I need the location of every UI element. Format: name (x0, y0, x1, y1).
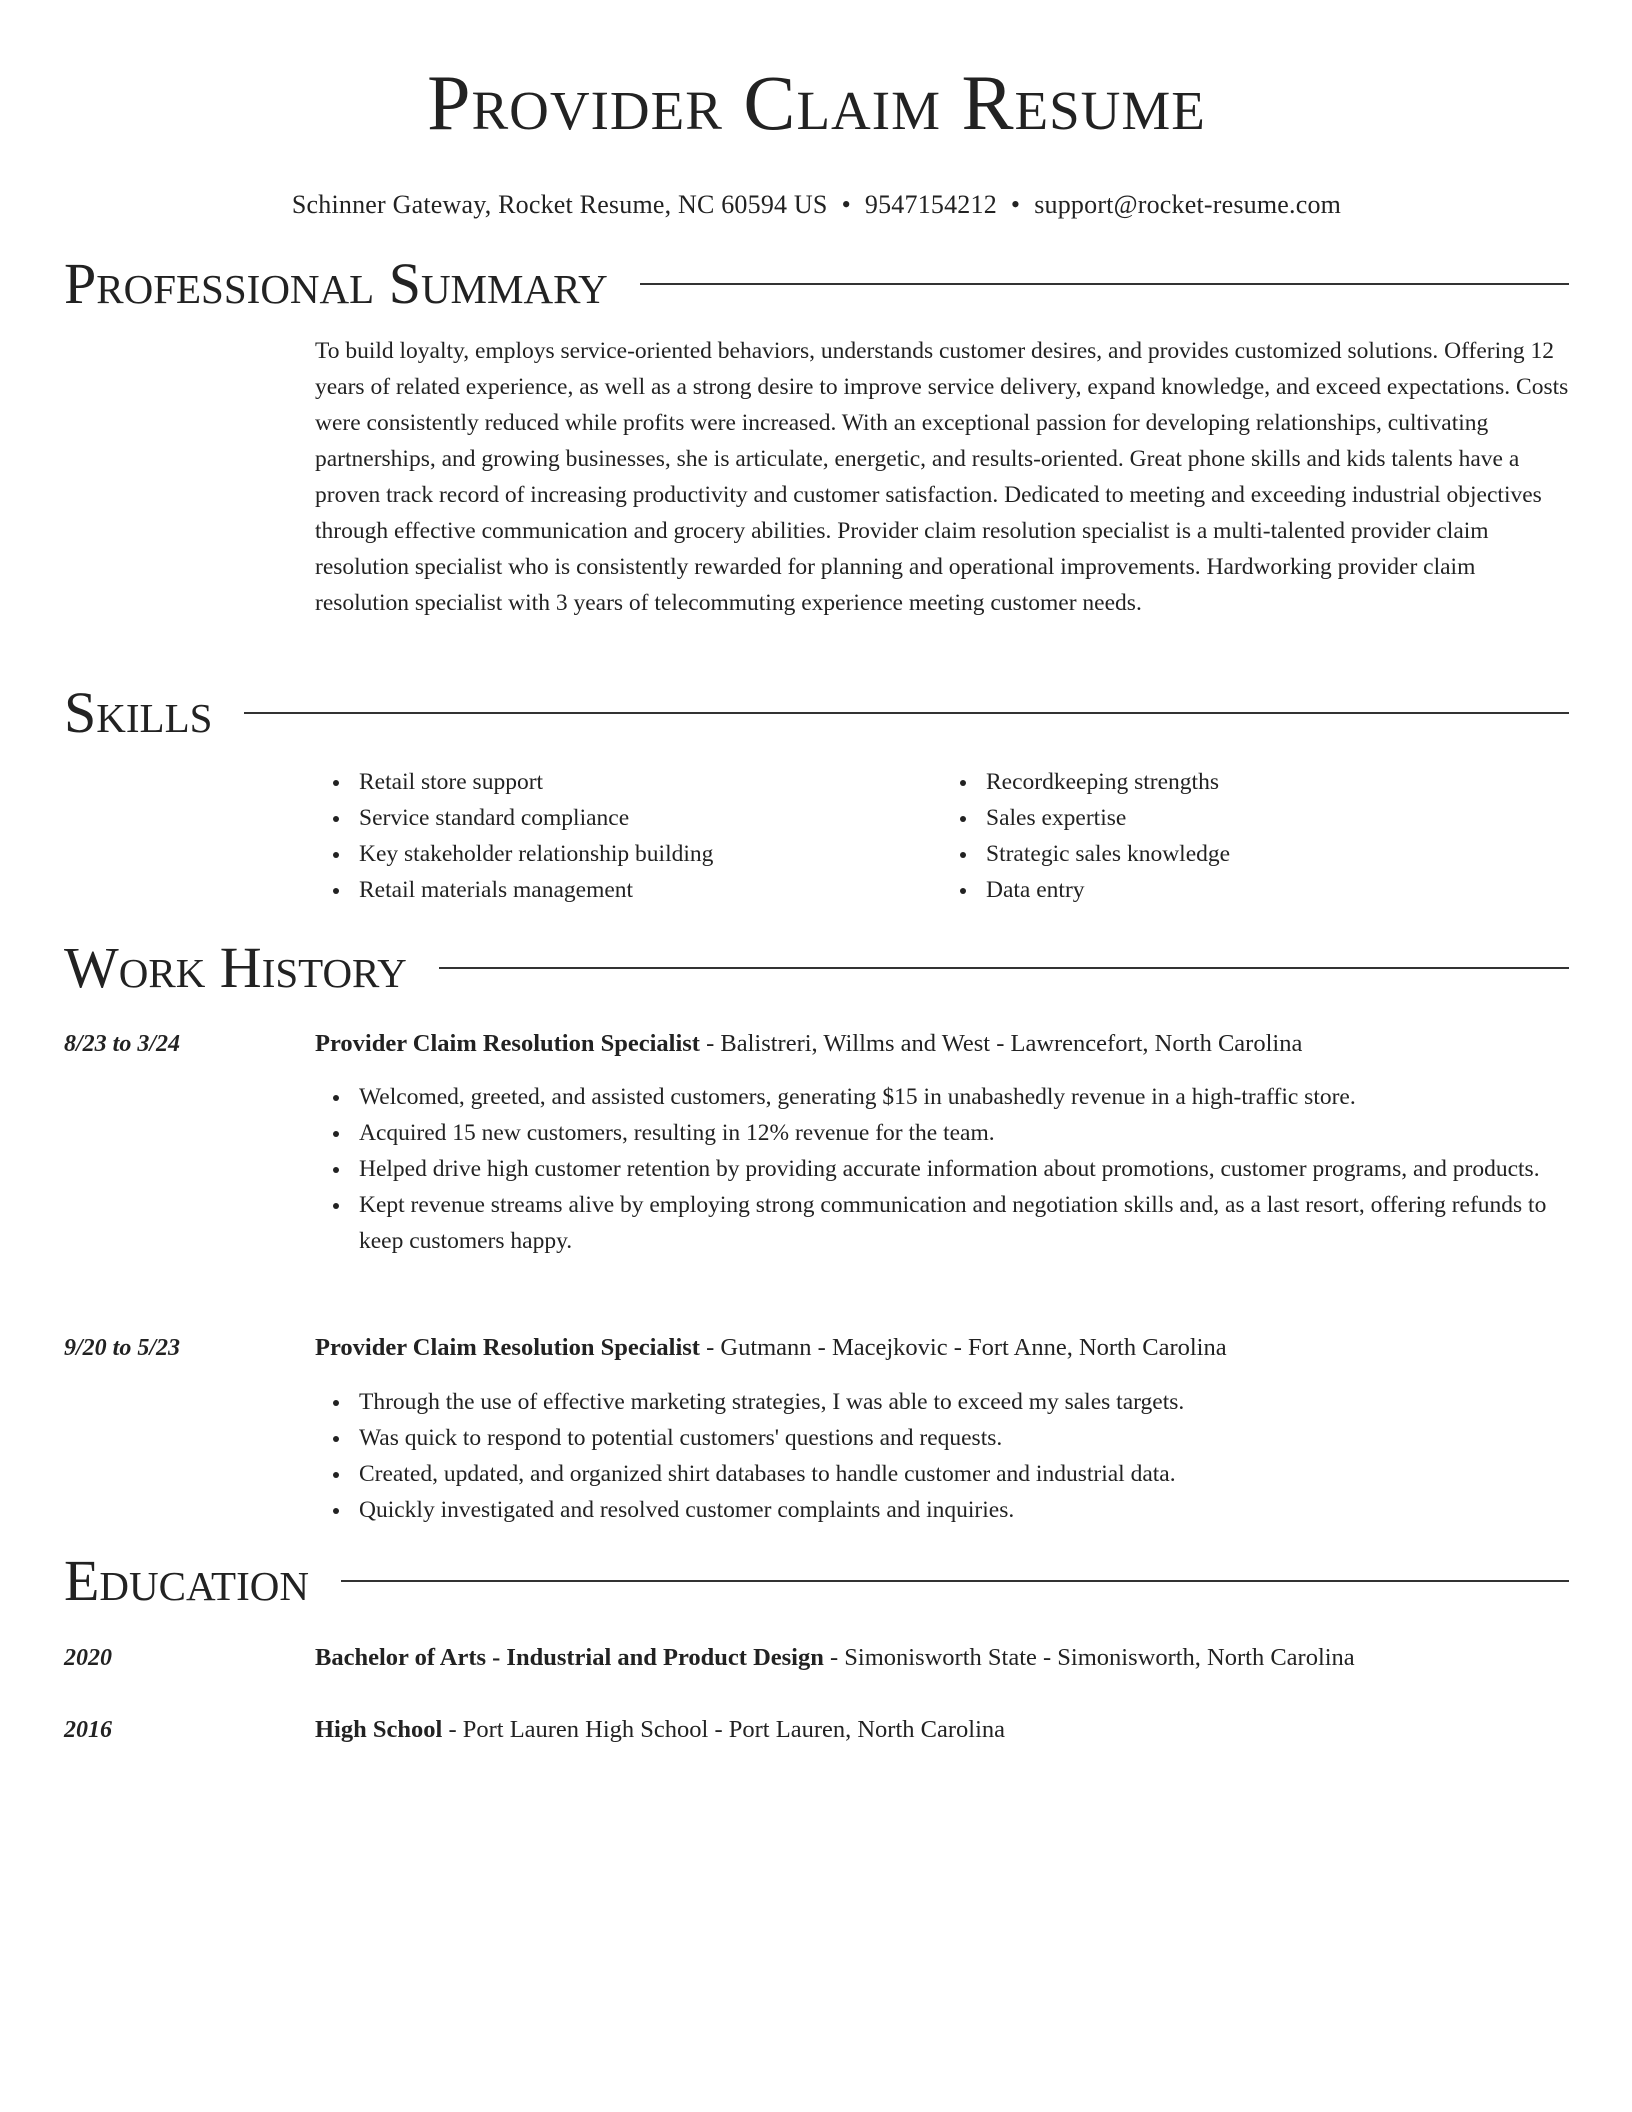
work-heading: Work History (64, 935, 407, 1000)
contact-separator: • (1010, 190, 1021, 219)
skill-item: Key stakeholder relationship building (359, 836, 942, 872)
skill-item: Recordkeeping strengths (986, 764, 1569, 800)
job-title: Provider Claim Resolution Specialist (315, 1030, 700, 1057)
education-school: - Simonisworth State - Simonisworth, North Carolina (823, 1644, 1355, 1671)
skill-item: Sales expertise (986, 800, 1569, 836)
education-degree: High School (315, 1716, 443, 1743)
job-heading (315, 1330, 1569, 1366)
contact-email: support@rocket-resume.com (1034, 190, 1342, 219)
contact-address: Schinner Gateway, Rocket Resume, NC 60594 US (291, 190, 828, 219)
education-school: - Port Lauren High School - Port Lauren, North Carolina (442, 1716, 1006, 1743)
section-divider (341, 1580, 1569, 1582)
summary-section-header (64, 252, 1569, 316)
job-dates: 9/20 to 5/23 (64, 1335, 181, 1361)
education-year: 2020 (64, 1645, 112, 1671)
section-divider (244, 712, 1569, 714)
job-bullet: Created, updated, and organized shirt databases to handle customer and industrial data. (359, 1456, 1569, 1492)
job-bullet: Helped drive high customer retention by providing accurate information about promotions, customer programs, and products. (359, 1151, 1569, 1187)
education-entry (315, 1712, 1569, 1748)
education-heading: Education (64, 1548, 309, 1613)
summary-text: To build loyalty, employs service-oriented behaviors, understands customer desires, and provides customized solutions. Offering 12 years of related experience, as well as a strong desire to improve service delivery, expand knowledge, and exceed expectations. Costs were consistently reduced while profits were increased. With an exceptional passion for developing relationships, cultivating partnerships, and growing businesses, she is articulate, energetic, and results-oriented. Great phone skills and kids talents have a proven track record of increasing productivity and customer satisfaction. Dedicated to meeting and exceeding industrial objectives through effective communication and grocery abilities. Provider claim resolution specialist is a multi-talented provider claim resolution specialist who is consistently rewarded for planning and operational improvements. Hardworking provider claim resolution specialist with 3 years of telecommuting experience meeting customer needs. (315, 338, 1569, 616)
skills-heading: Skills (64, 680, 213, 745)
contact-phone: 9547154212 (864, 190, 997, 219)
education-year: 2016 (64, 1717, 112, 1743)
education-heading-line (315, 1640, 1569, 1676)
job-heading (315, 1026, 1569, 1062)
skills-list (315, 764, 1569, 908)
section-divider (439, 967, 1569, 969)
job-company: - Balistreri, Willms and West - Lawrencefort, North Carolina (699, 1030, 1303, 1057)
skill-item: Retail materials management (359, 872, 942, 908)
summary-body (315, 333, 1569, 621)
summary-heading: Professional Summary (64, 251, 608, 316)
education-heading-line (315, 1712, 1569, 1748)
work-section-header (64, 936, 1569, 1000)
job-bullets (315, 1384, 1569, 1528)
job-bullet: Was quick to respond to potential customers' questions and requests. (359, 1420, 1569, 1456)
skills-column-left (315, 764, 942, 908)
section-divider (640, 283, 1569, 285)
skills-column-right (942, 764, 1569, 908)
job-entry (315, 1026, 1569, 1062)
job-bullet: Welcomed, greeted, and assisted customers, generating $15 in unabashedly revenue in a high-traffic store. (359, 1079, 1569, 1115)
contact-separator: • (841, 190, 851, 219)
skill-item: Service standard compliance (359, 800, 942, 836)
skill-item: Strategic sales knowledge (986, 836, 1569, 872)
resume-title: Provider Claim Resume (427, 59, 1206, 146)
job-title: Provider Claim Resolution Specialist (315, 1334, 700, 1361)
skill-item: Retail store support (359, 764, 942, 800)
skills-section-header (64, 681, 1569, 745)
skill-item: Data entry (986, 872, 1569, 908)
education-entry (315, 1640, 1569, 1676)
job-bullet: Acquired 15 new customers, resulting in 12% revenue for the team. (359, 1115, 1569, 1151)
education-section-header (64, 1549, 1569, 1613)
education-degree: Bachelor of Arts - Industrial and Product Design (315, 1644, 824, 1671)
job-company: - Gutmann - Macejkovic - Fort Anne, North Carolina (699, 1334, 1227, 1361)
job-entry (315, 1330, 1569, 1366)
contact-line (64, 188, 1569, 222)
job-bullet: Quickly investigated and resolved customer complaints and inquiries. (359, 1492, 1569, 1528)
job-bullets (315, 1079, 1569, 1259)
resume-page (64, 0, 1569, 1743)
job-bullet: Kept revenue streams alive by employing strong communication and negotiation skills and, as a last resort, offering refunds to keep customers happy. (359, 1187, 1569, 1259)
job-dates: 8/23 to 3/24 (64, 1031, 181, 1057)
job-bullet: Through the use of effective marketing strategies, I was able to exceed my sales targets. (359, 1384, 1569, 1420)
